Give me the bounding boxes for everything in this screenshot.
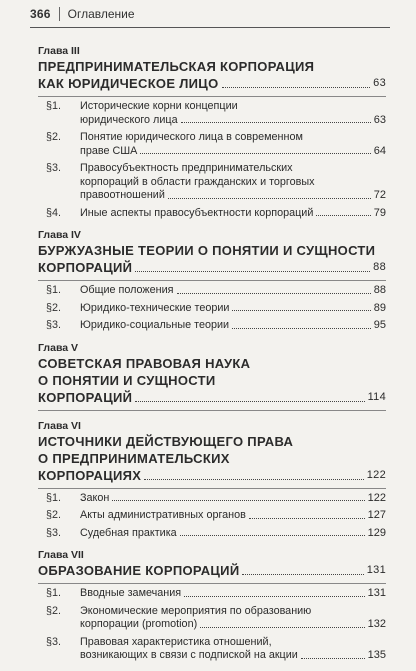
chapter-title-lastline xyxy=(38,389,386,406)
dot-leader xyxy=(184,596,365,597)
section-number: §3. xyxy=(46,526,62,539)
dot-leader xyxy=(316,215,370,216)
chapter-label: Глава VII xyxy=(38,549,84,561)
section-title-lastline xyxy=(80,587,386,601)
section-title-lastline xyxy=(80,649,386,663)
section-title-line: юридического лица xyxy=(80,113,178,126)
chapter-title-lastline xyxy=(38,75,386,92)
toc-section-item[interactable] xyxy=(38,492,386,506)
chapter-title-line: ПРЕДПРИНИМАТЕЛЬСКАЯ КОРПОРАЦИЯ xyxy=(38,59,315,74)
section-number: §2. xyxy=(46,301,62,314)
section-body xyxy=(80,302,386,316)
toc-section-item[interactable] xyxy=(38,587,386,601)
chapter-label: Глава VI xyxy=(38,419,81,432)
chapter-title-lastline xyxy=(38,562,386,579)
chapter-entry[interactable] xyxy=(38,419,386,541)
section-page-number: 95 xyxy=(373,319,386,331)
section-title-line: Юридико-социальные теории xyxy=(80,319,230,331)
dot-leader xyxy=(135,271,370,272)
section-number: §1. xyxy=(46,284,62,296)
section-title-line: Судебная практика xyxy=(80,526,177,539)
chapter-title[interactable] xyxy=(38,242,386,276)
dot-leader xyxy=(180,535,365,536)
section-body xyxy=(80,636,386,663)
chapter-title-line: КОРПОРАЦИЙ xyxy=(38,389,133,405)
running-title: Оглавление xyxy=(67,7,135,21)
chapter-title[interactable] xyxy=(38,433,386,484)
running-header xyxy=(30,3,135,25)
chapter-title-line: ОБРАЗОВАНИЕ КОРПОРАЦИЙ xyxy=(38,563,240,578)
chapter-underline xyxy=(38,410,386,411)
section-page-number: 132 xyxy=(367,618,386,630)
section-title-lastline xyxy=(80,114,386,128)
section-title-line: Правосубъектность предпринимательских xyxy=(80,162,293,174)
chapter-entry[interactable] xyxy=(38,44,386,220)
chapter-title-line: О ПРЕДПРИНИМАТЕЛЬСКИХ xyxy=(38,450,230,466)
section-title-line: правоотношений xyxy=(80,189,165,201)
chapter-underline xyxy=(38,280,386,281)
section-page-number: 135 xyxy=(367,649,386,661)
section-title-lastline xyxy=(80,319,386,333)
toc-section-item[interactable] xyxy=(38,100,386,127)
chapter-label: Глава V xyxy=(38,341,79,354)
section-number: §3. xyxy=(46,635,62,648)
chapter-title[interactable] xyxy=(38,562,386,579)
section-page-number: 131 xyxy=(367,587,386,599)
section-title-lastline xyxy=(80,284,386,298)
toc-section-item[interactable] xyxy=(38,319,386,333)
toc-section-item[interactable] xyxy=(38,131,386,158)
section-title-line: корпораций в области гражданских и торговых xyxy=(80,175,315,188)
chapter-title-line: БУРЖУАЗНЫЕ ТЕОРИИ О ПОНЯТИИ И СУЩНОСТИ xyxy=(38,243,376,258)
section-body xyxy=(80,284,386,298)
toc-section-item[interactable] xyxy=(38,636,386,663)
section-title-lastline xyxy=(80,509,386,523)
section-page-number: 122 xyxy=(367,491,386,504)
section-title-lastline xyxy=(80,492,386,506)
dot-leader xyxy=(112,500,364,501)
section-body xyxy=(80,509,386,523)
section-page-number: 79 xyxy=(373,206,386,219)
table-of-contents xyxy=(38,44,386,671)
chapter-underline xyxy=(38,96,386,97)
section-page-number: 88 xyxy=(373,284,386,296)
toc-section-item[interactable] xyxy=(38,284,386,298)
section-body xyxy=(80,527,386,541)
section-title-line: Акты административных органов xyxy=(80,509,246,521)
toc-section-item[interactable] xyxy=(38,509,386,523)
section-page-number: 127 xyxy=(367,509,386,521)
dot-leader xyxy=(242,574,363,575)
section-title-line: Иные аспекты правосубъектности корпораций xyxy=(80,206,314,219)
chapter-title-lastline xyxy=(38,259,386,276)
header-rule xyxy=(30,27,390,28)
dot-leader xyxy=(168,198,371,199)
toc-section-item[interactable] xyxy=(38,302,386,316)
chapter-page-number: 122 xyxy=(366,468,386,481)
section-body xyxy=(80,162,386,203)
chapter-page-number: 88 xyxy=(373,261,386,273)
chapter-title-line: О ПОНЯТИИ И СУЩНОСТИ xyxy=(38,372,216,388)
chapter-title[interactable] xyxy=(38,355,386,406)
section-title-lastline xyxy=(80,302,386,316)
section-number: §1. xyxy=(46,491,62,504)
section-title-line: Понятие юридического лица в современном xyxy=(80,131,303,143)
section-number: §3. xyxy=(46,319,62,331)
section-title-lastline xyxy=(80,618,386,632)
section-title-line: праве США xyxy=(80,144,138,157)
section-number: §3. xyxy=(46,162,62,174)
section-number: §2. xyxy=(46,604,62,617)
section-number: §2. xyxy=(46,509,62,521)
section-title-line: корпорации (promotion) xyxy=(80,618,198,630)
section-page-number: 64 xyxy=(373,144,386,157)
chapter-page-number: 63 xyxy=(373,77,386,89)
chapter-title-line: СОВЕТСКАЯ ПРАВОВАЯ НАУКА xyxy=(38,355,251,371)
section-body xyxy=(80,131,386,158)
dot-leader xyxy=(135,401,364,402)
chapter-page-number: 131 xyxy=(366,564,386,576)
section-body xyxy=(80,319,386,333)
section-title-lastline xyxy=(80,207,386,221)
section-number: §1. xyxy=(46,587,62,599)
dot-leader xyxy=(222,87,371,88)
section-body xyxy=(80,100,386,127)
chapter-title[interactable] xyxy=(38,58,386,92)
chapter-page-number: 114 xyxy=(367,390,386,403)
section-title-line: Исторические корни концепции xyxy=(80,100,238,112)
dot-leader xyxy=(249,518,365,519)
chapter-title-line: ИСТОЧНИКИ ДЕЙСТВУЮЩЕГО ПРАВА xyxy=(38,433,294,449)
section-title-lastline xyxy=(80,527,386,541)
dot-leader xyxy=(144,479,363,480)
chapter-underline xyxy=(38,488,386,489)
toc-section-item[interactable] xyxy=(38,605,386,632)
section-page-number: 129 xyxy=(367,526,386,539)
chapter-title-line: КАК ЮРИДИЧЕСКОЕ ЛИЦО xyxy=(38,76,219,91)
section-body xyxy=(80,605,386,632)
dot-leader xyxy=(232,328,371,329)
section-page-number: 89 xyxy=(373,301,386,314)
header-separator xyxy=(59,7,60,21)
section-title-line: возникающих в связи с подпиской на акции xyxy=(80,649,298,661)
page-number: 366 xyxy=(30,7,51,21)
section-title-line: Общие положения xyxy=(80,284,174,296)
chapter-title-line: КОРПОРАЦИЯХ xyxy=(38,467,142,483)
section-title-line: Правовая характеристика отношений, xyxy=(80,635,272,648)
section-title-lastline xyxy=(80,145,386,159)
toc-section-item[interactable] xyxy=(38,207,386,221)
section-title-line: Юридико-технические теории xyxy=(80,301,230,314)
section-title-line: Закон xyxy=(80,491,110,504)
chapter-label: Глава IV xyxy=(38,229,81,241)
dot-leader xyxy=(140,153,370,154)
chapter-entry[interactable] xyxy=(38,341,386,411)
dot-leader xyxy=(301,658,365,659)
section-title-lastline xyxy=(80,189,386,203)
chapter-label: Глава III xyxy=(38,45,80,57)
dot-leader xyxy=(181,122,371,123)
section-page-number: 63 xyxy=(373,113,386,126)
chapter-title-lastline xyxy=(38,467,386,484)
section-body xyxy=(80,587,386,601)
dot-leader xyxy=(177,293,371,294)
chapter-underline xyxy=(38,583,386,584)
chapter-entry[interactable] xyxy=(38,548,386,663)
section-body xyxy=(80,207,386,221)
chapter-title-line: КОРПОРАЦИЙ xyxy=(38,260,133,275)
section-page-number: 72 xyxy=(373,189,386,201)
section-number: §1. xyxy=(46,100,62,112)
toc-section-item[interactable] xyxy=(38,162,386,203)
section-title-line: Вводные замечания xyxy=(80,587,182,599)
dot-leader xyxy=(232,310,370,311)
section-title-line: Экономические мероприятия по образованию xyxy=(80,604,312,617)
chapter-entry[interactable] xyxy=(38,228,386,333)
section-number: §2. xyxy=(46,131,62,143)
section-number: §4. xyxy=(46,206,62,219)
toc-section-item[interactable] xyxy=(38,527,386,541)
section-body xyxy=(80,492,386,506)
dot-leader xyxy=(200,627,364,628)
